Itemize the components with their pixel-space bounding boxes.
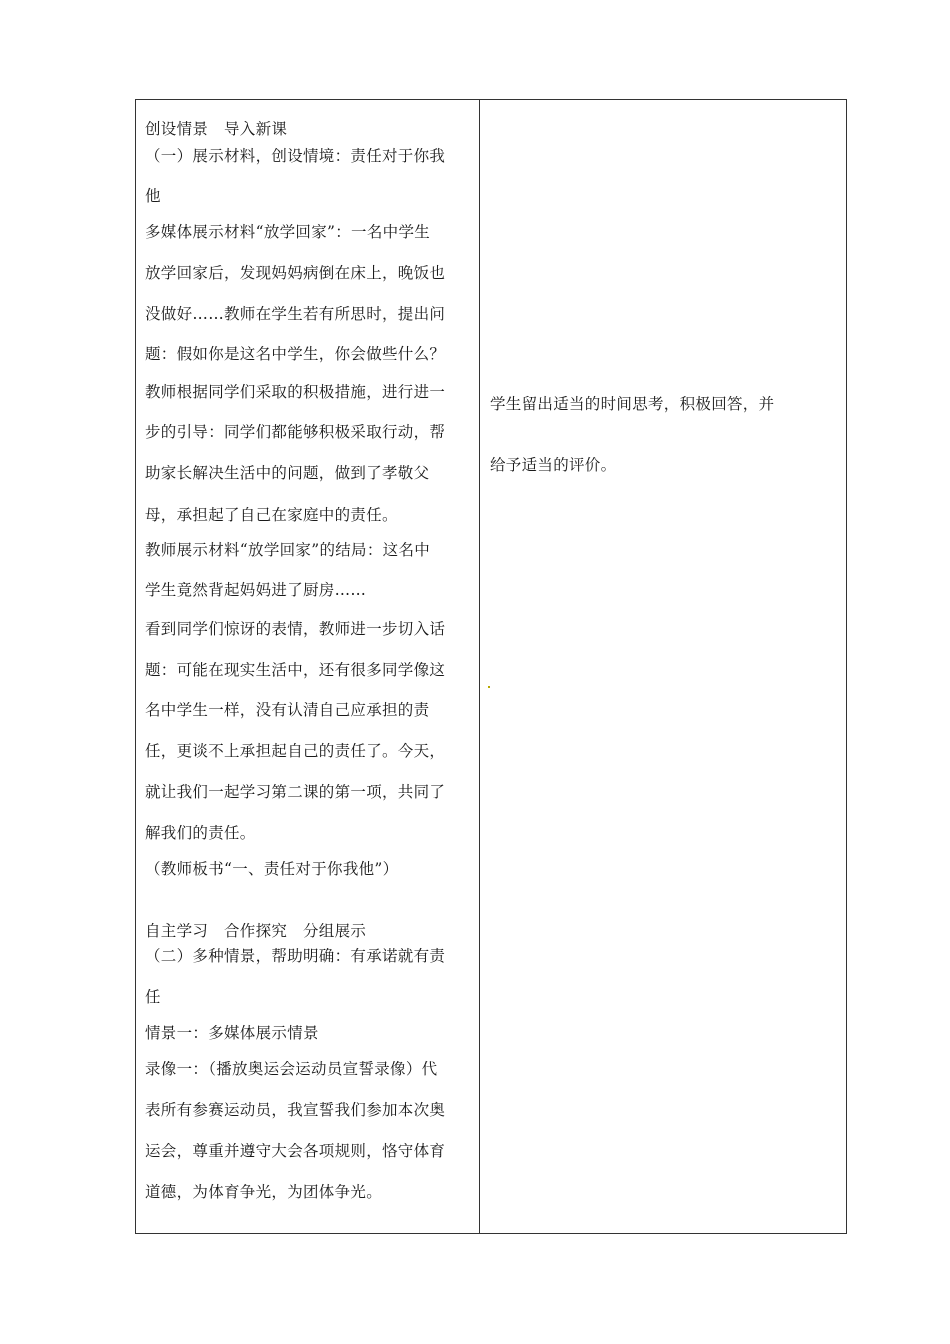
- text-line: 题：可能在现实生活中，还有很多同学像这: [145, 661, 446, 679]
- text-line: （教师板书“一、责任对于你我他”）: [145, 860, 399, 878]
- text-line: 放学回家后，发现妈妈病倒在床上，晚饭也: [145, 264, 446, 282]
- text-line: 步的引导：同学们都能够积极采取行动，帮: [145, 423, 446, 441]
- text-line: 教师展示材料“放学回家”的结局：这名中: [145, 541, 431, 559]
- text-line: 任: [145, 988, 161, 1006]
- text-line: 没做好……教师在学生若有所思时，提出问: [145, 305, 446, 323]
- text-line: 多媒体展示材料“放学回家”：一名中学生: [145, 223, 431, 241]
- column-divider: [479, 100, 480, 1233]
- text-line: 母，承担起了自己在家庭中的责任。: [145, 506, 398, 524]
- text-line: 道德，为体育争光，为团体争光。: [145, 1183, 383, 1201]
- text-line: 学生留出适当的时间思考，积极回答，并: [490, 395, 775, 413]
- text-line: 助家长解决生活中的问题，做到了孝敬父: [145, 464, 430, 482]
- text-line: 就让我们一起学习第二课的第一项，共同了: [145, 783, 446, 801]
- text-line: 教师根据同学们采取的积极措施，进行进一: [145, 383, 446, 401]
- text-line: 他: [145, 187, 161, 205]
- text-line: 表所有参赛运动员，我宣誓我们参加本次奥: [145, 1101, 446, 1119]
- lesson-plan-table: [135, 99, 847, 1234]
- stray-mark: [488, 686, 490, 688]
- text-line: 题：假如你是这名中学生，你会做些什么？: [145, 345, 446, 363]
- section-heading: 创设情景 导入新课: [145, 120, 288, 138]
- text-line: 名中学生一样，没有认清自己应承担的责: [145, 701, 430, 719]
- section-heading: 自主学习 合作探究 分组展示: [145, 922, 367, 940]
- text-line: 看到同学们惊讶的表情，教师进一步切入话: [145, 620, 446, 638]
- text-line: 情景一：多媒体展示情景: [145, 1024, 319, 1042]
- text-line: （二）多种情景，帮助明确：有承诺就有责: [145, 947, 446, 965]
- text-line: 录像一：（播放奥运会运动员宣誓录像）代: [145, 1060, 438, 1078]
- text-line: 给予适当的评价。: [490, 456, 617, 474]
- text-line: 运会，尊重并遵守大会各项规则，恪守体育: [145, 1142, 446, 1160]
- text-line: 任，更谈不上承担起自己的责任了。今天，: [145, 742, 446, 760]
- text-line: 解我们的责任。: [145, 824, 256, 842]
- text-line: （一）展示材料，创设情境：责任对于你我: [145, 147, 446, 165]
- text-line: 学生竟然背起妈妈进了厨房……: [145, 581, 367, 599]
